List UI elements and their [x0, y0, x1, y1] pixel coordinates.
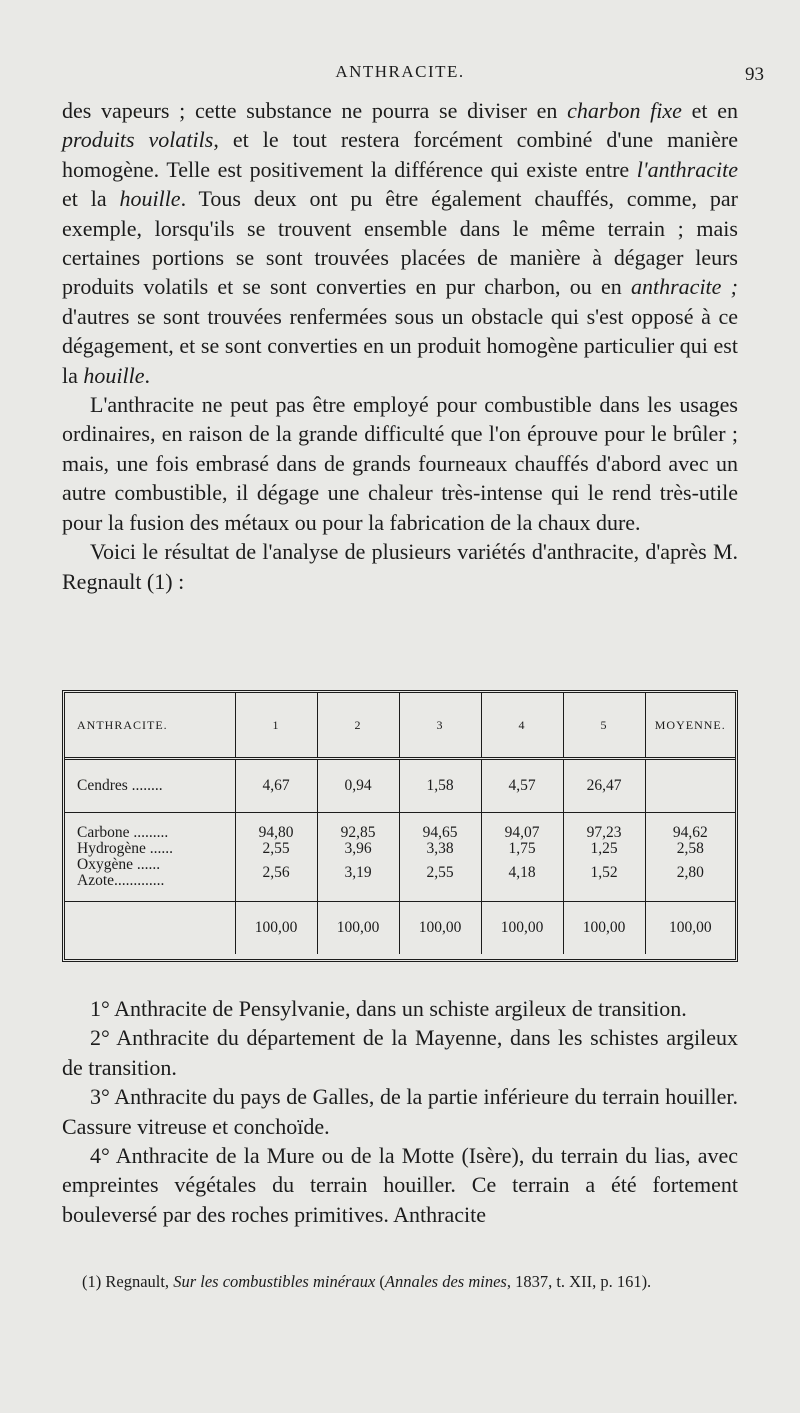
running-title: ANTHRACITE. [335, 62, 465, 81]
analysis-table-grid [65, 693, 735, 954]
table-cell: 4,67 [235, 759, 317, 813]
italic-text: anthracite ; [631, 274, 738, 300]
table-row-ash [65, 759, 735, 813]
column-header: ANTHRACITE. [65, 693, 235, 759]
italic-text: produits volatils [62, 127, 214, 153]
table-cell: 94,80 [258, 824, 294, 841]
table-cell-group [235, 813, 317, 902]
text-run: et la [62, 186, 120, 212]
text-run: ( [375, 1272, 385, 1291]
table-cell: 100,00 [399, 902, 481, 955]
table-cell: 3,96 [344, 840, 372, 857]
table-cell: 4,57 [481, 759, 563, 813]
sample-note: 2° Anthracite du département de la Mayenne, dans les schistes argileux de transition. [62, 1025, 738, 1080]
sample-notes [62, 994, 738, 1229]
text-run: Voici le résultat de l'analyse de plusieurs variétés d'anthracite, d'après M. Regnault (1) : [62, 539, 738, 594]
italic-text: houille [119, 186, 181, 212]
italic-text: Annales des mines [384, 1272, 507, 1291]
table-cell: 3,38 [426, 840, 454, 857]
page-number: 93 [745, 64, 764, 85]
column-header: 3 [399, 693, 481, 759]
table-cell: 1,58 [399, 759, 481, 813]
sample-note: 3° Anthracite du pays de Galles, de la partie inférieure du terrain houiller. Cassure vitreuse et conchoïde. [62, 1084, 738, 1139]
table-cell-group [645, 813, 735, 902]
table-cell: 2,58 [676, 840, 704, 857]
table-cell: 97,23 [586, 824, 622, 841]
text-run: (1) Regnault, [82, 1272, 174, 1291]
text-run: des vapeurs ; cette substance ne pourra se diviser en [62, 98, 568, 123]
column-header: MOYENNE. [645, 693, 735, 759]
running-head [0, 62, 800, 86]
text-run: et en [681, 98, 738, 123]
column-header: 2 [317, 693, 399, 759]
table-cell-group [481, 813, 563, 902]
paragraph [62, 96, 738, 390]
text-run: , et le tout restera forcément combiné d'une manière homogène. Telle est positivement la différence qui existe entre [62, 127, 738, 182]
row-labels [65, 813, 235, 902]
text-run: L'anthracite ne peut pas être employé pour combustible dans les usages ordinaires, en raison de la grande difficulté que l'on éprouve pour le brûler ; mais, une fois embrasé dans de grands fourneaux chauffés d'abord avec un autre combustible, il dégage une chaleur très-intense qui le rend très-utile pour la fusion des métaux ou pour la fabrication de la chaux dure. [62, 392, 738, 535]
table-cell: 0,94 [317, 759, 399, 813]
table-row-composition [65, 813, 735, 902]
table-cell: 2,55 [426, 864, 454, 881]
table-cell: 2,80 [676, 864, 704, 881]
table-cell: 94,62 [672, 824, 708, 841]
body-text [62, 96, 738, 596]
row-label: Azote............. [77, 872, 165, 889]
table-cell: 1,52 [590, 864, 618, 881]
table-cell: 100,00 [317, 902, 399, 955]
italic-text: l'anthracite [636, 156, 738, 182]
italic-text: houille [83, 362, 145, 388]
row-label: Carbone ......... [77, 824, 169, 841]
table-cell-group [317, 813, 399, 902]
row-label: Oxygène ...... [77, 856, 161, 873]
footnote-text [62, 1270, 738, 1294]
table-cell: 1,25 [590, 840, 618, 857]
column-header: 5 [563, 693, 645, 759]
table-cell: 92,85 [340, 824, 376, 841]
table-cell: 100,00 [235, 902, 317, 955]
row-label: Hydrogène ...... [77, 840, 173, 857]
table-header-row [65, 693, 735, 759]
analysis-table [62, 690, 738, 962]
table-cell: 4,18 [508, 864, 536, 881]
paragraph [62, 537, 738, 596]
footnote [62, 1270, 738, 1294]
sample-note: 1° Anthracite de Pensylvanie, dans un schiste argileux de transition. [90, 996, 687, 1021]
table-cell: 1,75 [508, 840, 536, 857]
text-run: d'autres se sont trouvées renfermées sous un obstacle qui s'est opposé à ce dégagement, et se sont converties en un produit homogène particulier qui est la [62, 303, 738, 388]
table-cell: 26,47 [563, 759, 645, 813]
italic-text: Sur les combustibles minéraux [173, 1272, 376, 1291]
table-cell: 2,55 [262, 840, 290, 857]
table-cell-empty [65, 902, 235, 955]
table-cell-group [399, 813, 481, 902]
text-run: . Tous deux ont pu être également chauffés, comme, par exemple, lorsqu'ils se trouvent ensemble dans le même terrain ; mais certaines portions se sont trouvées placées de manière à dégager leurs produits volatils et se sont converties en pur charbon, ou en [62, 186, 738, 300]
table-cell [645, 759, 735, 813]
table-cell: 3,19 [344, 864, 372, 881]
table-cell: 2,56 [262, 864, 290, 881]
table-cell-group [563, 813, 645, 902]
column-header: 4 [481, 693, 563, 759]
sample-note: 4° Anthracite de la Mure ou de la Motte (Isère), du terrain du lias, avec empreintes végétales du terrain houiller. Ce terrain a été fortement bouleversé par des roches primitives. Anthracite [62, 1143, 738, 1227]
paragraph [62, 390, 738, 537]
column-header: 1 [235, 693, 317, 759]
table-row-total [65, 902, 735, 955]
text-run: . [144, 362, 150, 388]
table-cell: 100,00 [563, 902, 645, 955]
table-cell: 94,07 [504, 824, 540, 841]
table-cell: 100,00 [645, 902, 735, 955]
table-cell: 100,00 [481, 902, 563, 955]
row-label: Cendres ........ [65, 759, 235, 813]
text-run: , 1837, t. XII, p. 161). [506, 1272, 652, 1291]
italic-text: charbon fixe [567, 98, 682, 123]
table-cell: 94,65 [422, 824, 458, 841]
